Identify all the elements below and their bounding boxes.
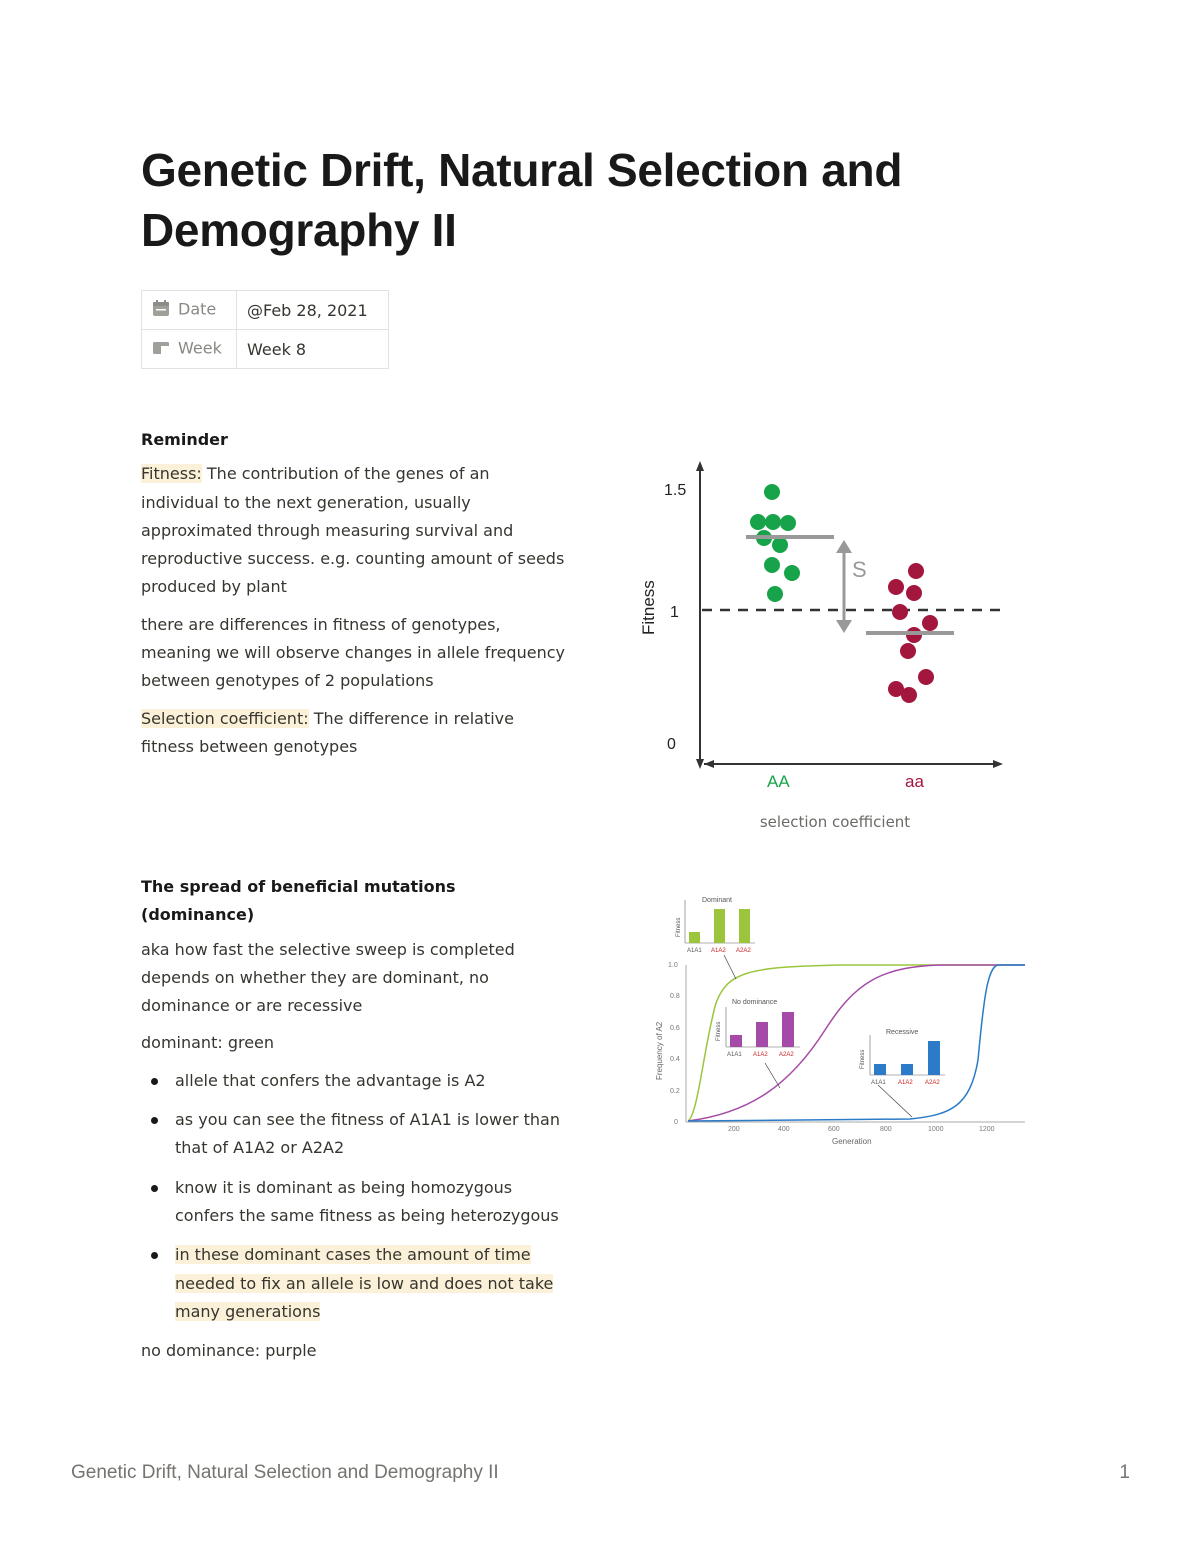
properties-table <box>141 290 389 369</box>
y-axis-label: Frequency of A2 <box>655 1021 664 1080</box>
point-aa <box>901 687 917 703</box>
dominant-bullet-list <box>141 1067 571 1326</box>
bullet-item <box>141 1067 571 1095</box>
fitness-definition: The contribution of the genes of an individual to the next generation, usually approximated through measuring survival and reproductive success. e.g. counting amount of seeds produced by plant <box>141 464 565 597</box>
y-tick-label: 1.0 <box>668 962 678 969</box>
point-AA <box>772 537 788 553</box>
property-key-date: Date <box>178 299 217 319</box>
x-tick-label: 400 <box>778 1126 790 1133</box>
bullet-dot <box>151 1252 158 1259</box>
reminder-section <box>141 426 571 770</box>
x-axis-arrow-right <box>993 760 1003 768</box>
inset-fitness-label: Fitness <box>860 1049 866 1069</box>
footer-title: Genetic Drift, Natural Selection and Demography II <box>71 1462 499 1483</box>
inset-fitness-label: Fitness <box>676 917 682 937</box>
inset-bar <box>730 1035 742 1047</box>
page-title: Genetic Drift, Natural Selection and Demography II <box>141 144 903 256</box>
property-key-week: Week <box>178 338 222 358</box>
fitness-paragraph <box>141 460 571 601</box>
property-row-date <box>142 291 389 330</box>
y-tick-label: 0.6 <box>670 1025 680 1032</box>
point-aa <box>906 585 922 601</box>
inset-bar <box>689 932 700 943</box>
inset-dominant <box>676 897 755 954</box>
page-number: 1 <box>1119 1462 1130 1483</box>
point-AA <box>765 514 781 530</box>
point-AA <box>750 514 766 530</box>
y-tick-label: 0.4 <box>670 1056 680 1063</box>
inset-no-dominance <box>716 999 800 1058</box>
point-aa <box>918 669 934 685</box>
point-aa <box>892 604 908 620</box>
inset-title: Recessive <box>886 1029 919 1036</box>
inset-genotype: A2A2 <box>736 948 751 954</box>
x-tick-label: 1200 <box>979 1126 995 1133</box>
bullet-text: as you can see the fitness of A1A1 is lower than that of A1A2 or A2A2 <box>175 1110 560 1158</box>
bullet-dot <box>151 1078 158 1085</box>
spread-intro: aka how fast the selective sweep is completed depends on whether they are dominant, no dominance or are recessive <box>141 939 515 1016</box>
inset-recessive <box>860 1029 945 1086</box>
y-tick-label: 1 <box>670 604 679 621</box>
y-axis-arrow-up <box>696 461 704 471</box>
no-dominance-label: no dominance: purple <box>141 1341 317 1361</box>
point-aa <box>888 579 904 595</box>
point-AA <box>764 557 780 573</box>
bullet-item <box>141 1106 571 1163</box>
bullet-item <box>141 1241 571 1326</box>
point-AA <box>767 586 783 602</box>
y-tick-label: 0 <box>674 1119 678 1126</box>
y-tick-label: 0.2 <box>670 1088 680 1095</box>
x-tick-label: 200 <box>728 1126 740 1133</box>
bullet-text: allele that confers the advantage is A2 <box>175 1070 486 1090</box>
inset-genotype: A1A2 <box>753 1052 768 1058</box>
inset-bar <box>756 1022 768 1047</box>
inset-fitness-label: Fitness <box>716 1021 722 1041</box>
inset-genotype: A1A1 <box>727 1052 742 1058</box>
y-tick-label: 0.8 <box>670 993 680 1000</box>
point-aa <box>922 615 938 631</box>
y-axis-arrow-down <box>696 759 704 769</box>
spread-heading: The spread of beneficial mutations (dominance) <box>141 877 456 925</box>
x-axis-arrow-left <box>704 760 714 768</box>
bullet-text: know it is dominant as being homozygous confers the same fitness as being heterozygous <box>175 1177 559 1225</box>
reminder-heading: Reminder <box>141 430 228 449</box>
spread-section <box>141 873 571 1374</box>
point-aa <box>908 563 924 579</box>
property-key-cell <box>142 291 237 330</box>
bullet-item <box>141 1174 571 1231</box>
y-tick-label: 0 <box>667 736 676 753</box>
bullet-dot <box>151 1185 158 1192</box>
dominant-label: dominant: green <box>141 1033 275 1053</box>
inset-title: Dominant <box>702 897 732 904</box>
group-label-AA: AA <box>767 772 790 791</box>
point-AA <box>764 484 780 500</box>
x-tick-label: 600 <box>828 1126 840 1133</box>
property-value-date[interactable]: @Feb 28, 2021 <box>237 291 389 330</box>
s-arrow-head-up <box>836 540 852 553</box>
selection-paragraph <box>141 705 571 762</box>
fitness-figure <box>620 455 1040 791</box>
s-arrow-head-down <box>836 620 852 633</box>
differences-paragraph: there are differences in fitness of genotypes, meaning we will observe changes in allele frequency between genotypes of 2 populations <box>141 614 565 691</box>
inset-bar <box>739 909 750 943</box>
figure-caption: selection coefficient <box>759 813 911 831</box>
x-axis-label: Generation <box>832 1137 872 1146</box>
calendar-icon <box>152 299 170 321</box>
group-label-aa: aa <box>905 772 924 791</box>
property-row-week <box>142 330 389 369</box>
inset-bar <box>928 1041 940 1075</box>
point-AA <box>784 565 800 581</box>
inset-genotype: A1A2 <box>898 1080 913 1086</box>
point-AA <box>780 515 796 531</box>
s-label: S <box>852 557 867 582</box>
connector-recessive <box>878 1085 912 1117</box>
fitness-term: Fitness: <box>141 464 202 484</box>
connector-no-dominance <box>765 1063 780 1088</box>
x-tick-label: 800 <box>880 1126 892 1133</box>
connector-dominant <box>724 955 736 979</box>
inset-bar <box>874 1064 886 1075</box>
y-tick-label: 1.5 <box>664 482 687 499</box>
inset-genotype: A2A2 <box>925 1080 940 1086</box>
selection-term: Selection coefficient: <box>141 708 309 728</box>
inset-bar <box>714 909 725 943</box>
bullet-dot <box>151 1117 158 1124</box>
inset-title: No dominance <box>732 999 778 1006</box>
property-value-week[interactable]: Week 8 <box>237 330 389 369</box>
inset-genotype: A2A2 <box>779 1052 794 1058</box>
inset-genotype: A1A1 <box>871 1080 886 1086</box>
select-icon <box>152 338 170 360</box>
property-key-cell <box>142 330 237 369</box>
aa-upper-points <box>750 484 800 602</box>
inset-genotype: A1A2 <box>711 948 726 954</box>
inset-bar <box>901 1064 913 1075</box>
sweep-figure <box>640 885 1040 1150</box>
inset-bar <box>782 1012 794 1047</box>
x-tick-label: 1000 <box>928 1126 944 1133</box>
selection-definition: The difference in relative fitness between genotypes <box>141 708 514 756</box>
inset-genotype: A1A1 <box>687 948 702 954</box>
y-axis-label: Fitness <box>639 580 658 635</box>
bullet-text-highlighted: in these dominant cases the amount of time needed to fix an allele is low and does not take many generations <box>175 1245 554 1321</box>
point-aa <box>900 643 916 659</box>
